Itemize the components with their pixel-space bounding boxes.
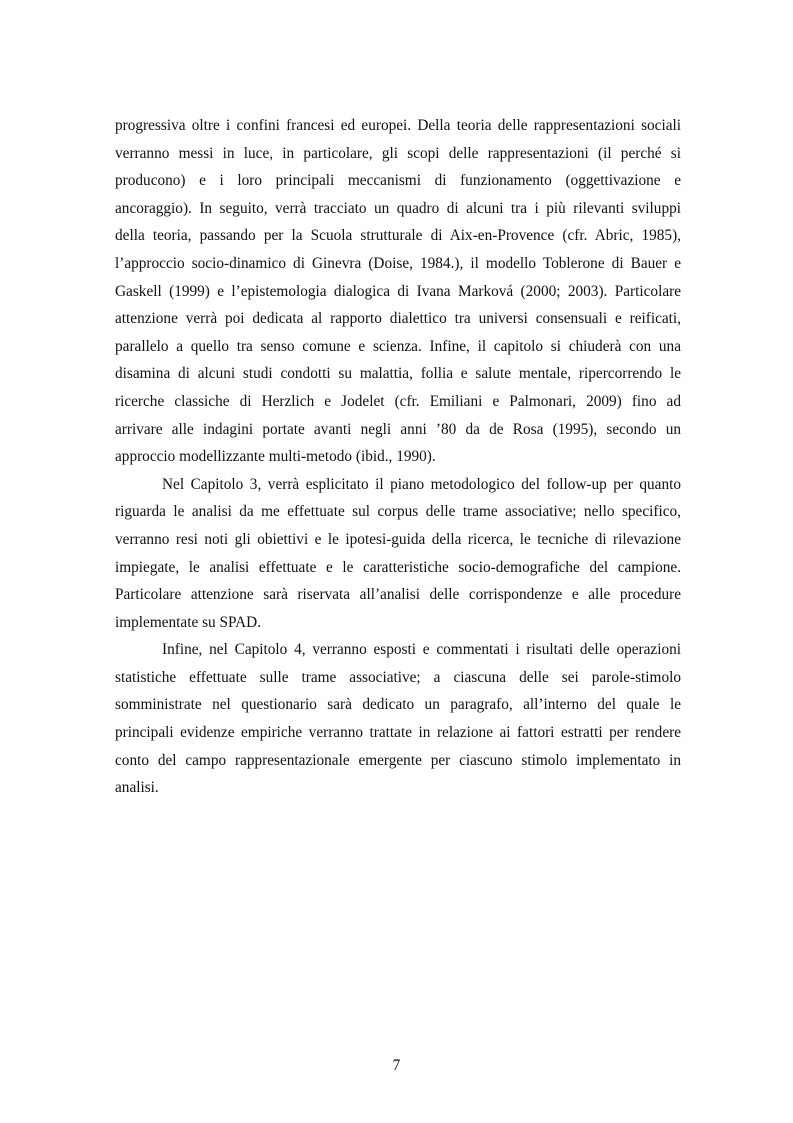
text-line: analisi. xyxy=(115,779,159,797)
paragraph-3 xyxy=(115,636,681,802)
text-line: attenzione verrà poi dedicata al rapporto dialettico tra universi consensuali e reificati, xyxy=(115,310,681,328)
text-line: parallelo a quello tra senso comune e scienza. Infine, il capitolo si chiuderà con una xyxy=(115,337,681,355)
text-line: disamina di alcuni studi condotti su malattia, follia e salute mentale, ripercorrendo le xyxy=(115,365,681,383)
text-line: riguarda le analisi da me effettuate sul corpus delle trame associative; nello specifico, xyxy=(115,503,681,521)
text-line: principali evidenze empiriche verranno trattate in relazione ai fattori estratti per rendere xyxy=(115,724,681,742)
text-line: ancoraggio). In seguito, verrà tracciato un quadro di alcuni tra i più rilevanti sviluppi xyxy=(115,199,681,217)
text-line: statistiche effettuate sulle trame associative; a ciascuna delle sei parole-stimolo xyxy=(115,668,681,686)
text-line: Gaskell (1999) e l’epistemologia dialogica di Ivana Marková (2000; 2003). Particolare xyxy=(115,282,681,300)
body-text xyxy=(115,112,681,802)
text-line: verranno messi in luce, in particolare, gli scopi delle rappresentazioni (il perché si xyxy=(115,144,681,162)
page-number: 7 xyxy=(392,1057,401,1074)
text-line: approccio modellizzante multi-metodo (ibid., 1990). xyxy=(115,448,436,466)
paragraph-2 xyxy=(115,471,681,637)
text-line: producono) e i loro principali meccanismi di funzionamento (oggettivazione e xyxy=(115,172,681,190)
text-line: implementate su SPAD. xyxy=(115,613,262,631)
text-line: Infine, nel Capitolo 4, verranno esposti e commentati i risultati delle operazioni xyxy=(162,641,681,659)
text-line: Nel Capitolo 3, verrà esplicitato il piano metodologico del follow-up per quanto xyxy=(162,475,681,493)
text-line: arrivare alle indagini portate avanti negli anni ’80 da de Rosa (1995), secondo un xyxy=(115,420,681,438)
text-line: somministrate nel questionario sarà dedicato un paragrafo, all’interno del quale le xyxy=(115,696,681,714)
text-line: conto del campo rappresentazionale emergente per ciascuno stimolo implementato in xyxy=(115,751,681,769)
text-line: l’approccio socio-dinamico di Ginevra (Doise, 1984.), il modello Toblerone di Bauer e xyxy=(115,254,681,272)
text-line: impiegate, le analisi effettuate e le caratteristiche socio-demografiche del campione. xyxy=(115,558,681,576)
text-line: Particolare attenzione sarà riservata all’analisi delle corrispondenze e alle procedure xyxy=(115,586,681,604)
text-line: della teoria, passando per la Scuola strutturale di Aix-en-Provence (cfr. Abric, 1985), xyxy=(115,227,681,245)
paragraph-1 xyxy=(115,112,681,471)
text-line: ricerche classiche di Herzlich e Jodelet (cfr. Emiliani e Palmonari, 2009) fino ad xyxy=(115,392,681,410)
text-line: verranno resi noti gli obiettivi e le ipotesi-guida della ricerca, le tecniche di rilevazione xyxy=(115,530,681,548)
text-line: progressiva oltre i confini francesi ed europei. Della teoria delle rappresentazioni sociali xyxy=(115,117,681,134)
